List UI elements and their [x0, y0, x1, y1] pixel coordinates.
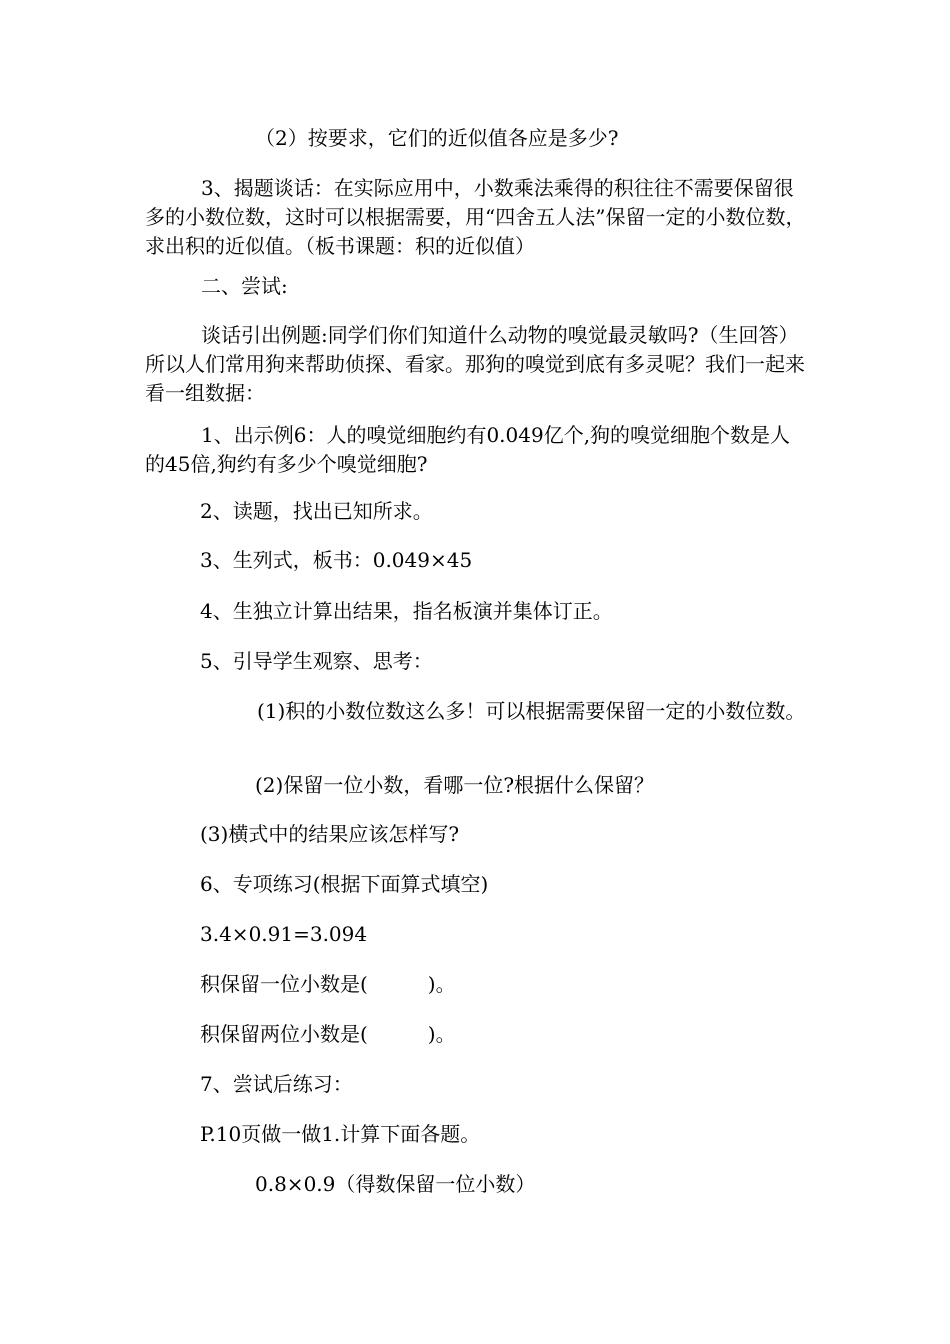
- paragraph-fill-one-decimal: 积保留一位小数是( )。: [200, 972, 456, 996]
- paragraph-step-4: 4、生独立计算出结果，指名板演并集体订正。: [200, 599, 613, 623]
- paragraph-question-3: (3)横式中的结果应该怎样写?: [200, 822, 460, 846]
- paragraph-approx-question: （2）按要求，它们的近似值各应是多少?: [255, 126, 619, 150]
- paragraph-step-5: 5、引导学生观察、思考：: [200, 649, 433, 673]
- paragraph-step-7: 7、尝试后练习：: [200, 1072, 353, 1096]
- paragraph-example-6: 1、出示例6：人的嗅觉细胞约有0.049亿个,狗的嗅觉细胞个数是人的45倍,狗约有多少个嗅觉细胞?: [145, 423, 791, 476]
- paragraph-equation: 3.4×0.91=3.094: [200, 922, 368, 946]
- section-heading-try: 二、尝试:: [201, 274, 288, 298]
- paragraph-example-intro: 谈话引出例题:同学们你们知道什么动物的嗅觉最灵敏吗?（生回答）所以人们常用狗来帮助侦探、看家。那狗的嗅觉到底有多灵呢？我们一起来看一组数据：: [145, 323, 805, 405]
- paragraph-page-exercise: P.10页做一做1.计算下面各题。: [200, 1122, 481, 1146]
- paragraph-exercise-item: 0.8×0.9（得数保留一位小数）: [255, 1172, 536, 1196]
- paragraph-question-1: (1)积的小数位数这么多！可以根据需要保留一定的小数位数。: [257, 699, 806, 723]
- paragraph-fill-two-decimals: 积保留两位小数是( )。: [200, 1022, 456, 1046]
- paragraph-step-6: 6、专项练习(根据下面算式填空): [200, 872, 489, 896]
- paragraph-question-2: (2)保留一位小数，看哪一位?根据什么保留？: [255, 773, 655, 797]
- paragraph-topic-intro: 3、揭题谈话：在实际应用中，小数乘法乘得的积往往不需要保留很多的小数位数，这时可以根据需要，用“四舍五人法”保留一定的小数位数，求出积的近似值。（板书课题：积的近似值）: [145, 176, 806, 258]
- paragraph-step-2: 2、读题，找出已知所求。: [200, 499, 433, 523]
- paragraph-step-3: 3、生列式，板书：0.049×45: [200, 548, 473, 572]
